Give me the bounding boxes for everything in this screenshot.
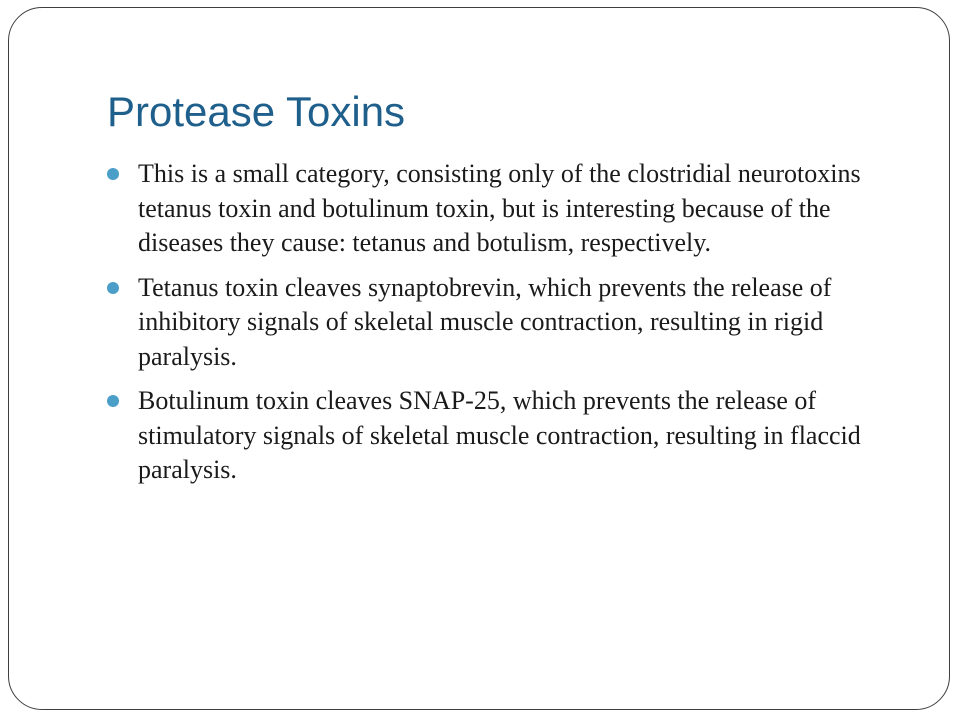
bullet-text: Tetanus toxin cleaves synaptobrevin, which prevents the release of inhibitory signals of skeletal muscle contraction, resulting in rigid paralysis. bbox=[138, 272, 832, 371]
bullet-dot-icon bbox=[107, 395, 119, 407]
bullet-item bbox=[105, 157, 895, 261]
bullet-dot-icon bbox=[107, 282, 119, 294]
bullet-dot-icon bbox=[107, 168, 119, 180]
slide-title: Protease Toxins bbox=[107, 88, 406, 135]
bullet-item bbox=[105, 384, 895, 488]
bullet-list bbox=[105, 157, 895, 498]
bullet-text: This is a small category, consisting only of the clostridial neurotoxins tetanus toxin and botulinum toxin, but is interesting because of the diseases they cause: tetanus and botulism, respectively. bbox=[138, 159, 861, 257]
bullet-item bbox=[105, 271, 895, 375]
bullet-text: Botulinum toxin cleaves SNAP-25, which prevents the release of stimulatory signals of skeletal muscle contraction, resulting in flaccid paralysis. bbox=[138, 386, 861, 484]
